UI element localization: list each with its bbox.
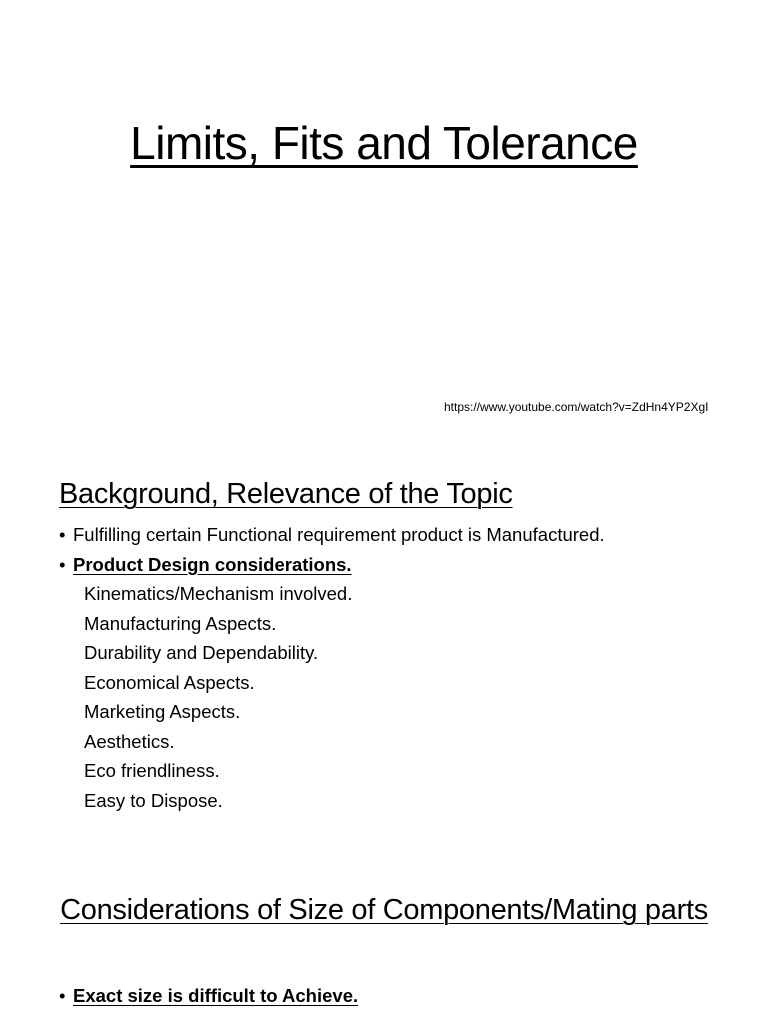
slide-title [0, 0, 768, 440]
list-item: Durability and Dependability. [84, 642, 319, 663]
slide-background [0, 470, 768, 830]
list-item: Marketing Aspects. [84, 701, 241, 722]
video-url[interactable]: https://www.youtube.com/watch?v=ZdHn4YP2XgI [444, 400, 709, 414]
list-item: Manufacturing Aspects. [84, 612, 277, 634]
bullet-icon: • [59, 553, 66, 575]
background-list [59, 520, 605, 815]
page-title: Limits, Fits and Tolerance [130, 117, 638, 169]
list-item: Easy to Dispose. [84, 789, 223, 811]
list-item: Economical Aspects. [84, 671, 255, 693]
section-heading-size: Considerations of Size of Components/Mating parts [60, 894, 708, 926]
list-item-text: Exact size is difficult to Achieve. [73, 985, 359, 1006]
slide-size-considerations [0, 888, 768, 1024]
list-item-text: Fulfilling certain Functional requirement product is Manufactured. [73, 524, 605, 545]
bullet-icon: • [59, 985, 66, 1006]
list-item-text: Product Design considerations. [73, 553, 352, 575]
list-item [59, 550, 605, 580]
list-item: Eco friendliness. [84, 760, 220, 781]
section-heading-background: Background, Relevance of the Topic [59, 478, 513, 510]
bullet-icon: • [59, 524, 66, 545]
list-item [59, 520, 605, 550]
size-list [59, 981, 358, 1011]
list-item: Kinematics/Mechanism involved. [84, 583, 353, 604]
list-item [59, 981, 358, 1011]
list-item: Aesthetics. [84, 730, 175, 752]
